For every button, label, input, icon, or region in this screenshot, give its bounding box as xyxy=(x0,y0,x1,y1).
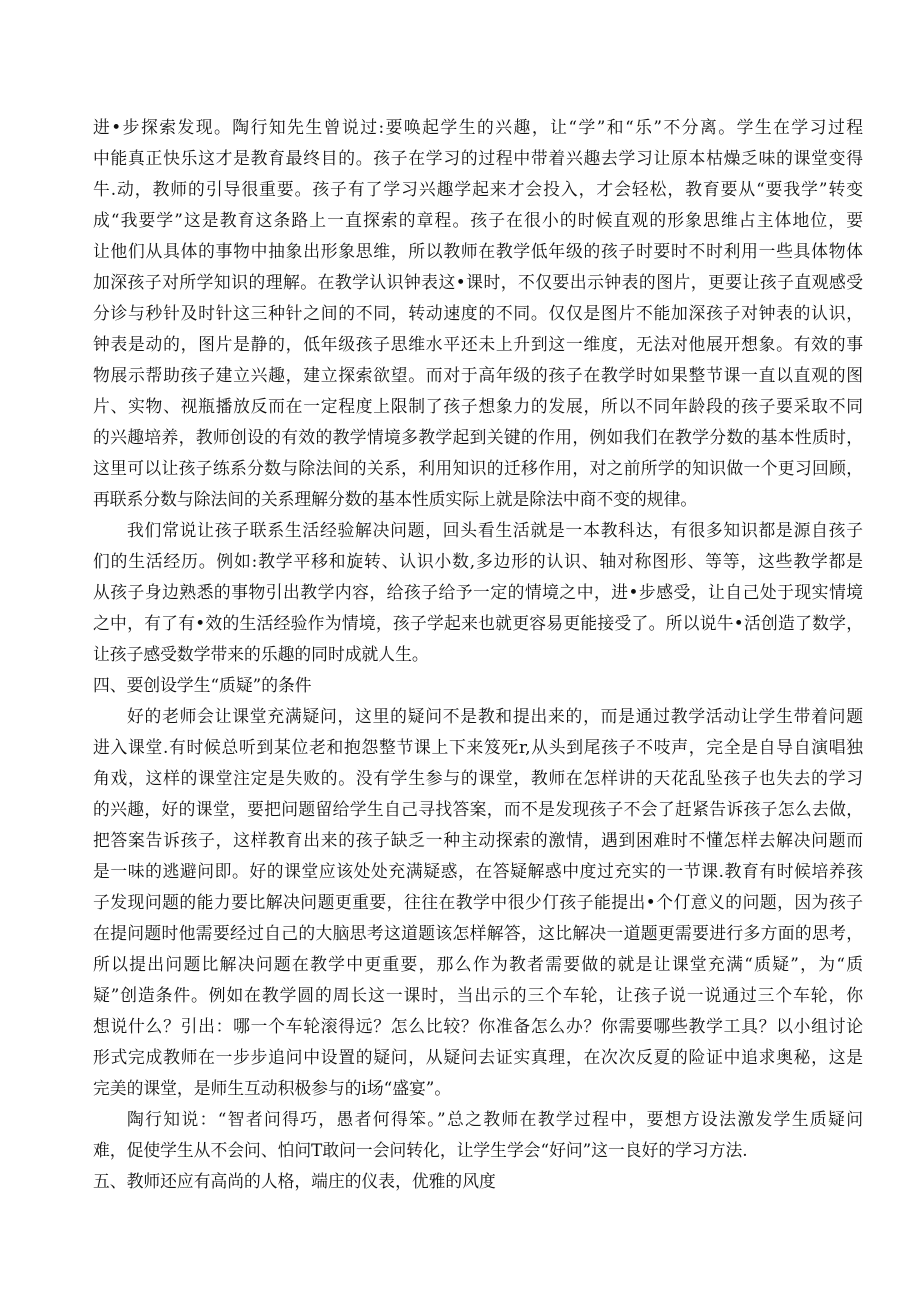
text-line: 的兴趣，好的课堂，要把问题留给学生自己寻找答案，而不是发现孩子不会了赶紧告诉孩子怎么去做， xyxy=(93,799,863,819)
document-page xyxy=(93,112,863,1197)
paragraph-questioning xyxy=(93,701,863,1104)
text-line: 片、实物、视瓶播放反而在一定程度上限制了孩子想象力的发展，所以不同年龄段的孩子要采取不同 xyxy=(93,396,863,416)
text-line: 让他们从具体的事物中抽象出形象思维，所以教师在教学低年级的孩子时要时不时利用一些具体物体 xyxy=(93,241,863,261)
text-line: 陶行知说：“智者问得巧，愚者何得笨。”总之教师在教学过程中，要想方设法激发学生质疑问 xyxy=(127,1109,863,1129)
text-line: 进入课堂.有时候总听到某位老和抱怨整节课上下来笈死r,从头到尾孩子不吱声，完全是自导自演唱独 xyxy=(93,737,863,757)
text-line: 想说什么？引出：哪一个车轮滚得远？怎么比较？你准备怎么办？你需要哪些教学工具？以小组讨论 xyxy=(93,1016,863,1036)
text-line: 角戏，这样的课堂注定是失败的。没有学生参与的课堂，教师在怎样讲的天花乱坠孩子也失去的学习 xyxy=(93,768,863,788)
section-heading-4: 四、要创设学生“质疑”的条件 xyxy=(93,675,312,695)
text-line: 所以提出问题比解决问题在教学中更重要，那么作为教者需要做的就是让课堂充满“质疑”，为“质 xyxy=(93,954,863,974)
text-line: 钟表是动的，图片是静的，低年级孩子思维水平还未上升到这一维度，无法对他展开想象。有效的事 xyxy=(93,334,863,354)
text-line: 牛.动，教师的引导很重要。孩子有了学习兴趣学起来才会投入，才会轻松，教育要从“要我学”转变 xyxy=(93,179,863,199)
text-line: 加深孩子对所学知识的理解。在教学认识钟表这•课时，不仅要出示钟表的图片，更要让孩子直观感受 xyxy=(93,272,863,292)
text-line: 把答案告诉孩子，这样教育出来的孩子缺乏一种主动探索的激情，遇到困难时不懂怎样去解决问题而 xyxy=(93,830,863,850)
text-line: 完美的课堂，是师生互动积极参与的i场“盛宴”。 xyxy=(93,1078,452,1098)
text-line: 这里可以让孩子练系分数与除法间的关系，利用知识的迁移作用，对之前所学的知识做一个更习回顾， xyxy=(93,458,863,478)
text-line: 在提问题时他需要经过自己的大脑思考这道题该怎样解答，这比解决一道题更需要进行多方面的思考， xyxy=(93,923,863,943)
text-line: 再联系分数与除法间的关系理解分数的基本性质实际上就是除法中商不变的规律。 xyxy=(93,489,698,509)
text-line: 是一味的逃避问即。好的课堂应该处处充满疑惑，在答疑解惑中度过充实的一节课.教育有时候培养孩 xyxy=(93,861,863,881)
text-line: 之中，有了有•效的生活经验作为情境，孩子学起来也就更容易更能接受了。所以说牛•活创造了数学， xyxy=(93,613,863,633)
text-line: 分诊与秒针及时针这三种针之间的不同，转动速度的不同。仅仅是图片不能加深孩子对钟表的认识， xyxy=(93,303,863,323)
text-line: 中能真正快乐这才是教育最终目的。孩子在学习的过程中带着兴趣去学习让原本枯燥乏味的课堂变得 xyxy=(93,148,863,168)
text-line: 疑”创造条件。例如在教学圆的周长这一课时，当出示的三个车轮，让孩子说一说通过三个车轮，你 xyxy=(93,985,863,1005)
paragraph-life-experience xyxy=(93,515,863,670)
text-line: 从孩子身边熟悉的事物引出教学内容，给孩子给予一定的情境之中，进•步感受，让自己处于现实情境 xyxy=(93,582,863,602)
text-line: 子发现问题的能力要比解决问题更重要，往往在教学中很少仃孩子能提出•个仃意义的问题，因为孩子 xyxy=(93,892,863,912)
paragraph-tao-quote xyxy=(93,1104,863,1166)
text-line: 难，促使学生从不会问、怕问T敢问一会问转化，让学生学会“好问”这一良好的学习方法. xyxy=(93,1140,748,1160)
text-line: 我们常说让孩子联系生活经验解决问题，回头看生活就是一本教科达，有很多知识都是源自孩子 xyxy=(127,520,863,540)
text-line: 进•步探索发现。陶行知先生曾说过:要唤起学生的兴趣，让“学”和“乐”不分离。学生在学习过程 xyxy=(93,117,863,137)
text-line: 好的老师会让课堂充满疑问，这里的疑问不是教和提出来的，而是通过教学活动让学生带着问题 xyxy=(127,706,863,726)
text-line: 们的生活经历。例如:教学平移和旋转、认识小数,多边形的认识、轴对称图形、等等，这些教学都是 xyxy=(93,551,863,571)
text-line: 成“我要学”这是教育这条路上一直探索的章程。孩子在很小的时候直观的形象思维占主体地位，要 xyxy=(93,210,863,230)
text-line: 的兴趣培养，教师创设的有效的教学情境多教学起到关键的作用，例如我们在教学分数的基本性质时， xyxy=(93,427,863,447)
text-line: 让孩子感受数学带来的乐趣的同时成就人生。 xyxy=(93,644,429,664)
section-heading-5: 五、教师还应有高尚的人格，端庄的仪表，优雅的风度 xyxy=(93,1171,496,1191)
text-line: 形式完成教师在一步步追问中设置的疑问，从疑问去证实真理，在次次反夏的险证中追求奥秘，这是 xyxy=(93,1047,863,1067)
paragraph-interest xyxy=(93,112,863,515)
text-line: 物展示帮助孩子建立兴趣，建立探索欲望。而对于高年级的孩子在教学时如果整节课一直以直观的图 xyxy=(93,365,863,385)
